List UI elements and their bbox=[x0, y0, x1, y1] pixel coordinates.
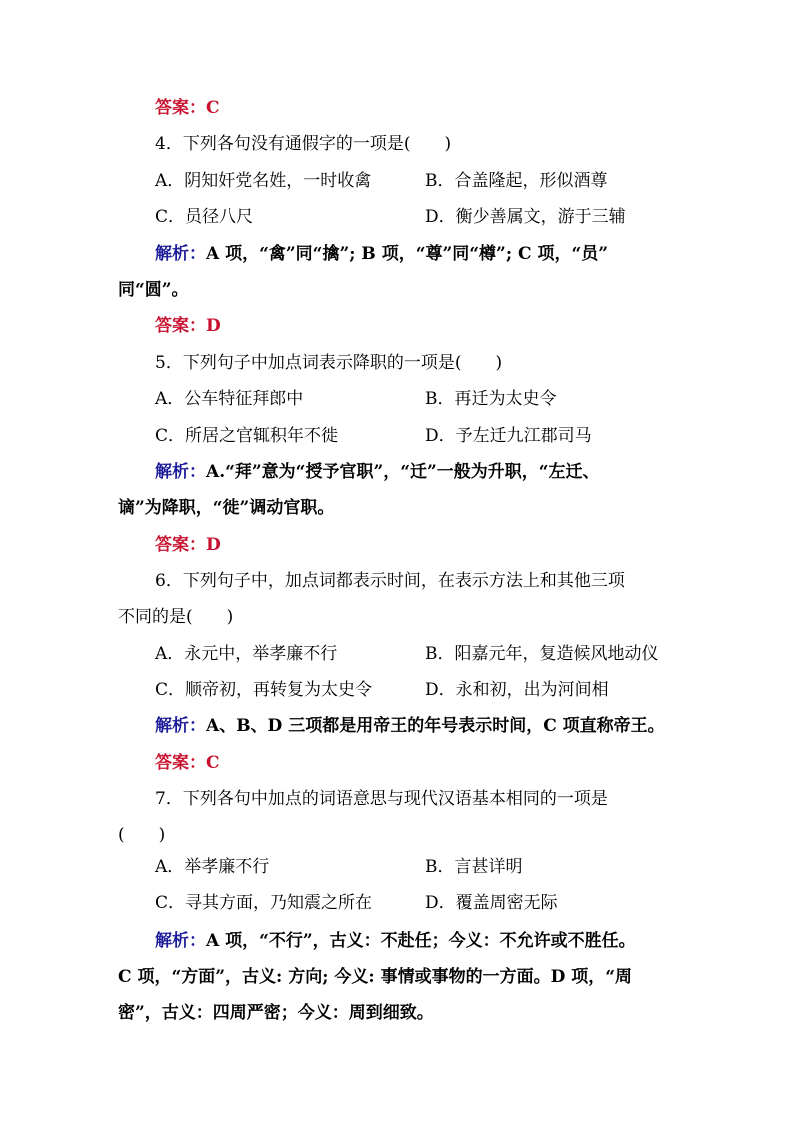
answer-value: C bbox=[206, 98, 220, 118]
q5-option-b: B．再迁为太史令 bbox=[425, 389, 557, 409]
answer-label: 答案： bbox=[155, 535, 206, 555]
q7-analysis-line-1 bbox=[155, 929, 636, 953]
q5-option-d: D．予左迁九江郡司马 bbox=[425, 426, 592, 446]
answer-value: C bbox=[206, 753, 220, 773]
q4-option-b: B．合盖隆起，形似酒尊 bbox=[425, 171, 608, 191]
q7-analysis-line-3: 密”，古义：四周严密；今义：周到细致。 bbox=[118, 1003, 434, 1023]
answer-line-q6 bbox=[155, 751, 220, 775]
question-7-stem-line-2: ( ) bbox=[118, 825, 166, 845]
answer-label: 答案： bbox=[155, 98, 206, 118]
answer-line-q4 bbox=[155, 314, 221, 338]
q4-option-d: D．衡少善属文，游于三辅 bbox=[425, 207, 626, 227]
q6-analysis-line-1 bbox=[155, 714, 665, 738]
q5-option-c: C．所居之官辄积年不徙 bbox=[155, 426, 339, 446]
q6-option-a: A．永元中，举孝廉不行 bbox=[155, 644, 338, 664]
q5-analysis-line-2: 谪”为降职，“徙”调动官职。 bbox=[118, 498, 335, 518]
q4-option-a: A．阴知奸党名姓，一时收禽 bbox=[155, 171, 372, 191]
analysis-text: A 项，“不行”，古义：不赴任；今义：不允许或不胜任。 bbox=[206, 931, 636, 951]
question-4-stem: 4．下列各句没有通假字的一项是( ) bbox=[155, 134, 452, 154]
q7-option-a: A．举孝廉不行 bbox=[155, 857, 270, 877]
question-6-stem-line-2: 不同的是( ) bbox=[118, 607, 234, 627]
q5-analysis-line-1 bbox=[155, 460, 600, 484]
q4-analysis-line-1 bbox=[155, 242, 608, 266]
q7-option-d: D．覆盖周密无际 bbox=[425, 893, 558, 913]
analysis-text: A、B、D 三项都是用帝王的年号表示时间，C 项直称帝王。 bbox=[206, 716, 665, 736]
answer-label: 答案： bbox=[155, 753, 206, 773]
answer-line-q5 bbox=[155, 533, 221, 557]
q7-analysis-line-2: C 项，“方面”，古义: 方向; 今义: 事情或事物的一方面。D 项，“周 bbox=[118, 967, 633, 987]
question-5-stem: 5．下列句子中加点词表示降职的一项是( ) bbox=[155, 353, 503, 373]
question-7-stem-line-1: 7．下列各句中加点的词语意思与现代汉语基本相同的一项是 bbox=[155, 789, 608, 809]
analysis-label: 解析： bbox=[155, 462, 206, 482]
q6-option-b: B．阳嘉元年，复造候风地动仪 bbox=[425, 644, 659, 664]
answer-label: 答案： bbox=[155, 316, 206, 336]
answer-value: D bbox=[206, 316, 221, 336]
answer-line-q3 bbox=[155, 96, 220, 120]
q6-option-d: D．永和初，出为河间相 bbox=[425, 680, 609, 700]
question-6-stem-line-1: 6．下列句子中，加点词都表示时间，在表示方法上和其他三项 bbox=[155, 571, 625, 591]
q4-option-c: C．员径八尺 bbox=[155, 207, 254, 227]
q4-analysis-line-2: 同“圆”。 bbox=[118, 280, 189, 300]
analysis-label: 解析： bbox=[155, 931, 206, 951]
analysis-label: 解析： bbox=[155, 716, 206, 736]
analysis-text: A.“拜”意为“授予官职”，“迁”一般为升职，“左迁、 bbox=[206, 462, 600, 482]
q7-option-c: C．寻其方面，乃知震之所在 bbox=[155, 893, 373, 913]
q6-option-c: C．顺帝初，再转复为太史令 bbox=[155, 680, 373, 700]
analysis-label: 解析： bbox=[155, 244, 206, 264]
q5-option-a: A．公车特征拜郎中 bbox=[155, 389, 304, 409]
analysis-text: A 项，“禽”同“擒”; B 项，“尊”同“樽”; C 项，“员” bbox=[206, 244, 609, 264]
answer-value: D bbox=[206, 535, 221, 555]
q7-option-b: B．言甚详明 bbox=[425, 857, 523, 877]
